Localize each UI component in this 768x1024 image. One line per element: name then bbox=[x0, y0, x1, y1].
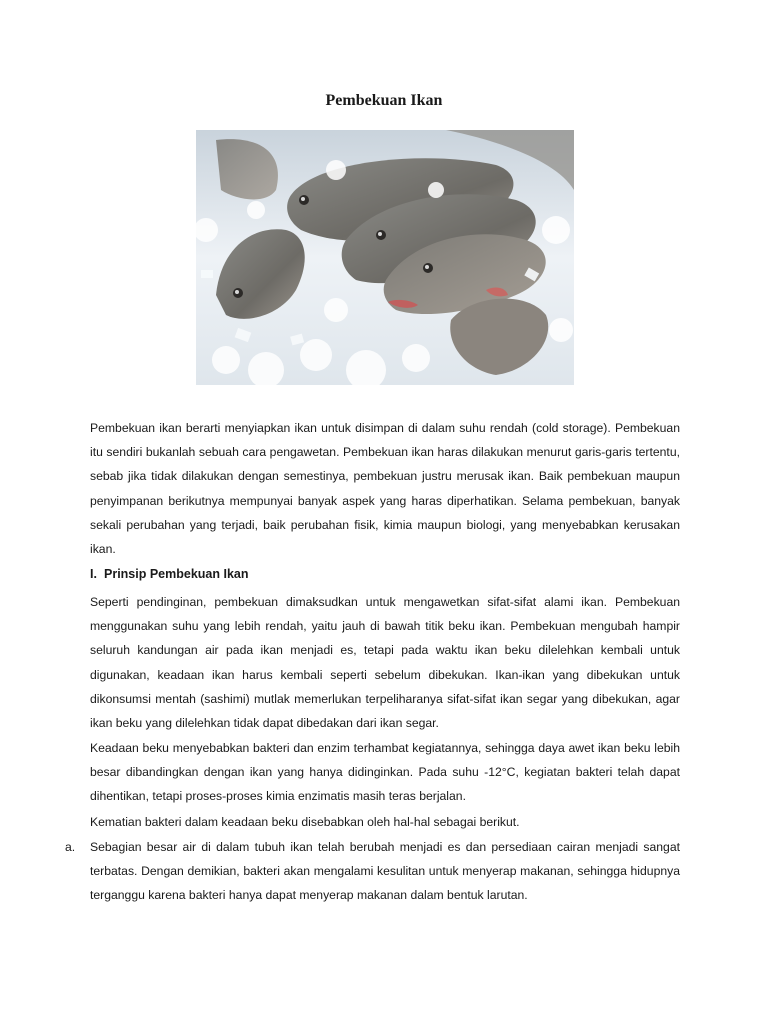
intro-paragraph: Pembekuan ikan berarti menyiapkan ikan untuk disimpan di dalam suhu rendah (cold storage). Pembekuan itu sendiri bukanlah sebuah cara pengawetan. Pembekuan ikan haras dilakukan menurut garis-garis tertentu, sebab jika tidak dilakukan dengan semestinya, pembekuan justru merusak ikan. Baik pembekuan maupun penyimpanan berikutnya mempunyai banyak aspek yang haras diperhatikan. Selama pembekuan, banyak sekali perubahan yang terjadi, baik perubahan fisik, kimia maupun biologi, yang menyebabkan kerusakan ikan. bbox=[90, 421, 680, 557]
list-item-text: Sebagian besar air di dalam tubuh ikan telah berubah menjadi es dan persediaan cairan menjadi sangat terbatas. Dengan demikian, bakteri akan mengalami kesulitan untuk menyerap makanan, sehingga hidupnya terganggu karena bakteri hanya dapat menyerap makanan dalam bentuk larutan. bbox=[90, 840, 680, 903]
section-heading bbox=[90, 567, 249, 581]
section-paragraph-2: Keadaan beku menyebabkan bakteri dan enzim terhambat kegiatannya, sehingga daya awet ikan beku lebih besar dibandingkan dengan ikan yang hanya didinginkan. Pada suhu -12°C, kegiatan bakteri telah dapat dihentikan, tetapi proses-proses kimia enzimatis masih teras berjalan. bbox=[90, 741, 680, 804]
frozen-fish-on-ice-photo bbox=[196, 130, 574, 385]
document-title: Pembekuan Ikan bbox=[325, 92, 443, 109]
section-paragraph-3: Kematian bakteri dalam keadaan beku disebabkan oleh hal-hal sebagai berikut. bbox=[90, 815, 520, 829]
section-title: Prinsip Pembekuan Ikan bbox=[104, 567, 249, 581]
section-number: I. bbox=[90, 567, 97, 581]
section-paragraph-1: Seperti pendinginan, pembekuan dimaksudkan untuk mengawetkan sifat-sifat alami ikan. Pembekuan menggunakan suhu yang lebih rendah, yaitu jauh di bawah titik beku ikan. Pembekuan mengubah hampir seluruh kandungan air pada ikan menjadi es, tetapi pada waktu ikan beku dilelehkan kembali untuk digunakan, keadaan ikan harus kembali seperti sebelum dibekukan. Ikan-ikan yang dibekukan untuk dikonsumsi mentah (sashimi) mutlak memerlukan terpeliharanya sifat-sifat ikan segar yang dibekukan, agar ikan beku yang dilelehkan tidak dapat dibedakan dari ikan segar. bbox=[90, 595, 680, 731]
list-item-marker: a. bbox=[65, 840, 76, 854]
